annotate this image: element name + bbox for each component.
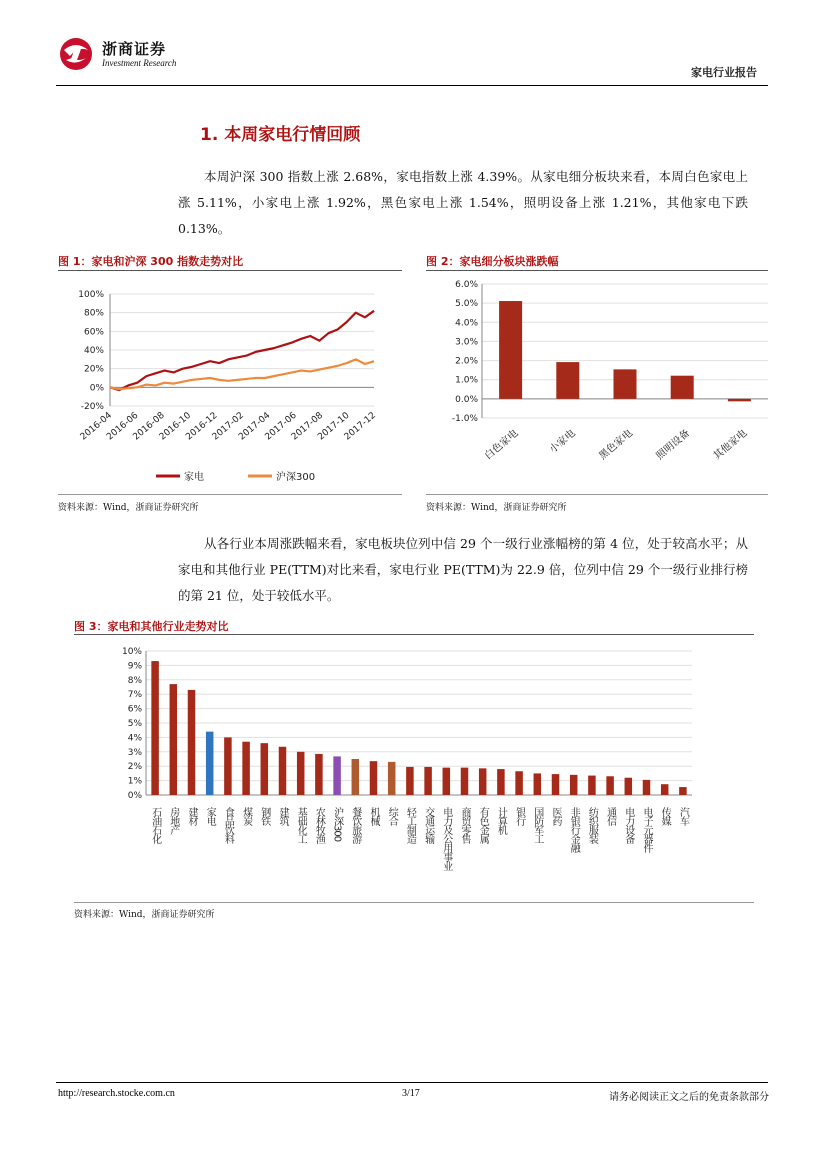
x-tick-label: 传媒 xyxy=(659,807,671,825)
bar-电力设备 xyxy=(625,778,633,795)
legend-label: 沪深300 xyxy=(276,472,316,483)
bar-国防军工 xyxy=(534,773,542,795)
x-tick-label: 银行 xyxy=(513,807,525,825)
figure-1-bottom-line xyxy=(58,494,402,495)
x-tick-label: 2017-08 xyxy=(289,410,326,443)
y-tick-label: -20% xyxy=(80,402,104,412)
y-tick-label: 3.0% xyxy=(455,337,478,348)
bar-农林牧渔 xyxy=(315,754,323,795)
x-tick-label: 2017-12 xyxy=(342,410,378,443)
x-tick-label: 国防军工 xyxy=(531,807,543,843)
y-tick-label: 2% xyxy=(127,762,142,773)
y-tick-label: 9% xyxy=(127,661,142,672)
footer-url[interactable]: http://research.stocke.com.cn xyxy=(58,1088,175,1099)
x-tick-label: 食品饮料 xyxy=(222,807,234,843)
x-tick-label: 计算机 xyxy=(495,807,507,834)
x-tick-label: 2016-10 xyxy=(157,410,194,443)
bar-白色家电 xyxy=(499,301,522,399)
bar-电力及公用事业 xyxy=(443,768,451,795)
report-type: 家电行业报告 xyxy=(691,66,757,79)
x-tick-label: 汽车 xyxy=(677,807,689,825)
footer-disclaimer: 请务必阅读正文之后的免责条款部分 xyxy=(609,1092,769,1103)
logo-text: 浙商证券 xyxy=(102,40,167,58)
x-tick-label: 商贸零售 xyxy=(459,807,470,843)
logo-subtext: Investment Research xyxy=(102,58,177,68)
figure-2-chart xyxy=(426,272,768,494)
bar-非银行金融 xyxy=(570,775,578,795)
x-tick-label: 房地产 xyxy=(167,807,179,834)
bar-通信 xyxy=(606,776,614,795)
y-tick-label: 80% xyxy=(83,308,104,319)
x-tick-label: 2017-02 xyxy=(210,410,246,443)
y-tick-label: 0% xyxy=(89,383,104,394)
bar-汽车 xyxy=(679,787,687,795)
figure-2-top-line xyxy=(426,270,768,271)
x-tick-label: 照明设备 xyxy=(654,427,693,463)
x-tick-label: 建筑 xyxy=(277,807,288,825)
x-tick-label: 非银行金融 xyxy=(568,807,580,852)
x-tick-label: 通信 xyxy=(604,807,616,825)
figure-3-bottom-line xyxy=(74,902,754,903)
x-tick-label: 机械 xyxy=(368,807,379,825)
y-tick-label: 6.0% xyxy=(455,280,478,290)
y-tick-label: 4% xyxy=(127,733,142,744)
bar-房地产 xyxy=(170,684,178,795)
bar-小家电 xyxy=(556,362,579,399)
x-tick-label: 白色家电 xyxy=(482,427,521,463)
bar-家电 xyxy=(206,732,214,795)
y-tick-label: 0.0% xyxy=(455,394,478,405)
x-tick-label: 综合 xyxy=(386,807,398,825)
bar-基础化工 xyxy=(297,752,305,795)
figure-3-source: 资料来源：Wind，浙商证券研究所 xyxy=(74,910,215,920)
figure-3-top-line xyxy=(74,634,754,635)
bar-轻工制造 xyxy=(406,767,414,795)
x-tick-label: 医药 xyxy=(550,807,561,825)
bar-交通运输 xyxy=(424,767,432,795)
y-tick-label: 0% xyxy=(127,791,142,801)
figure-1-title: 图 1：家电和沪深 300 指数走势对比 xyxy=(58,255,244,268)
bar-传媒 xyxy=(661,784,669,795)
x-tick-label: 2016-08 xyxy=(131,410,167,443)
bar-石油石化 xyxy=(151,661,159,795)
page-number: 3/17 xyxy=(402,1088,420,1099)
x-tick-label: 2017-10 xyxy=(316,410,352,443)
x-tick-label: 基础化工 xyxy=(295,807,307,843)
bar-建材 xyxy=(188,690,196,795)
y-tick-label: 4.0% xyxy=(455,318,478,329)
bar-黑色家电 xyxy=(614,369,637,398)
y-tick-label: 7% xyxy=(127,690,142,701)
paragraph-1 xyxy=(178,164,748,242)
x-tick-label: 2016-04 xyxy=(78,410,114,443)
paragraph-1-text: 本周沪深 300 指数上涨 2.68%，家电指数上涨 4.39%。从家电细分板块来看，本周白色家电上涨 5.11%，小家电上涨 1.92%，黑色家电上涨 1.54%，照明设备上涨 1.21%，其他家电下跌 0.13%。 xyxy=(178,169,748,236)
bar-沪深300 xyxy=(333,756,341,795)
figure-2-bottom-line xyxy=(426,494,768,495)
x-tick-label: 钢铁 xyxy=(258,807,270,825)
bar-机械 xyxy=(370,761,378,795)
x-tick-label: 交通运输 xyxy=(422,807,434,843)
x-tick-label: 农林牧渔 xyxy=(313,807,325,843)
x-tick-label: 2017-06 xyxy=(263,410,299,443)
figure-3-chart xyxy=(74,636,754,901)
x-tick-label: 餐饮旅游 xyxy=(349,807,361,843)
x-tick-label: 电力及公用事业 xyxy=(440,807,452,870)
x-tick-label: 有色金属 xyxy=(477,807,489,843)
y-tick-label: 6% xyxy=(127,704,142,715)
legend-label: 家电 xyxy=(184,472,204,483)
bar-电子元器件 xyxy=(643,780,651,795)
logo-icon xyxy=(56,36,96,72)
x-tick-label: 2017-04 xyxy=(237,410,273,443)
y-tick-label: 5% xyxy=(127,719,142,729)
y-tick-label: 100% xyxy=(78,290,104,300)
footer-divider xyxy=(56,1082,768,1083)
paragraph-2 xyxy=(178,531,748,609)
bar-其他家电 xyxy=(728,399,751,401)
x-tick-label: 电力设备 xyxy=(622,807,634,843)
x-tick-label: 石油石化 xyxy=(149,807,161,843)
x-tick-label: 建材 xyxy=(186,807,197,825)
header-divider xyxy=(56,85,768,86)
y-tick-label: -1.0% xyxy=(451,414,478,424)
x-tick-label: 煤炭 xyxy=(240,807,252,825)
y-tick-label: 1.0% xyxy=(455,375,478,386)
figure-1-top-line xyxy=(58,270,402,271)
y-tick-label: 3% xyxy=(127,747,142,758)
figure-3-title: 图 3：家电和其他行业走势对比 xyxy=(74,620,229,633)
bar-纺织服装 xyxy=(588,776,596,795)
x-tick-label: 小家电 xyxy=(547,427,578,456)
x-tick-label: 2016-06 xyxy=(105,410,141,443)
y-tick-label: 20% xyxy=(83,364,104,375)
y-tick-label: 40% xyxy=(83,346,104,356)
y-tick-label: 2.0% xyxy=(455,356,478,367)
y-tick-label: 60% xyxy=(83,327,104,338)
x-tick-label: 2016-12 xyxy=(184,410,220,443)
bar-餐饮旅游 xyxy=(352,759,360,795)
y-tick-label: 1% xyxy=(127,776,142,787)
bar-综合 xyxy=(388,762,396,795)
bar-有色金属 xyxy=(479,768,487,795)
figure-1-source: 资料来源：Wind，浙商证券研究所 xyxy=(58,503,199,513)
x-tick-label: 电子元器件 xyxy=(641,807,652,852)
bar-医药 xyxy=(552,774,560,795)
figure-1-chart xyxy=(58,272,402,494)
figure-2-source: 资料来源：Wind，浙商证券研究所 xyxy=(426,503,567,513)
paragraph-2-text: 从各行业本周涨跌幅来看，家电板块位列中信 29 个一级行业涨幅榜的第 4 位，处于较高水平；从家电和其他行业 PE(TTM)对比来看，家电行业 PE(TTM)为 22.9 倍，位列中信 29 个一级行业排行榜的第 21 位，处于较低水平。 xyxy=(178,536,748,603)
section-title: 1. 本周家电行情回顾 xyxy=(200,125,361,145)
bar-煤炭 xyxy=(242,742,250,795)
bar-建筑 xyxy=(279,747,287,795)
bar-食品饮料 xyxy=(224,737,232,795)
x-tick-label: 沪深300 xyxy=(331,807,343,842)
bar-计算机 xyxy=(497,769,505,795)
x-tick-label: 家电 xyxy=(204,807,216,825)
bar-银行 xyxy=(515,771,523,795)
bar-商贸零售 xyxy=(461,768,469,795)
figure-2-title: 图 2：家电细分板块涨跌幅 xyxy=(426,255,559,268)
y-tick-label: 10% xyxy=(121,647,142,657)
bar-照明设备 xyxy=(671,376,694,399)
x-tick-label: 纺织服装 xyxy=(586,807,598,843)
y-tick-label: 8% xyxy=(127,675,142,686)
y-tick-label: 5.0% xyxy=(455,299,478,310)
x-tick-label: 其他家电 xyxy=(711,427,750,463)
bar-钢铁 xyxy=(261,743,269,795)
x-tick-label: 轻工制造 xyxy=(404,807,416,843)
x-tick-label: 黑色家电 xyxy=(597,427,635,463)
